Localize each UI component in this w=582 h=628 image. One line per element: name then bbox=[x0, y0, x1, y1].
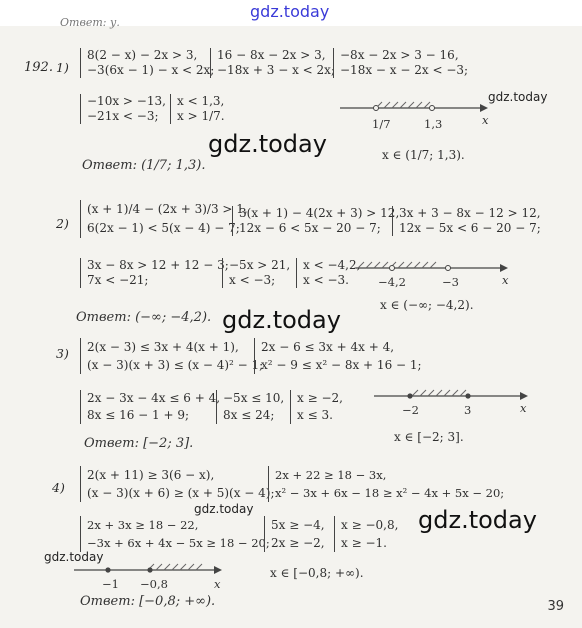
part3-number-line bbox=[374, 382, 534, 422]
equation-line: x² − 3x + 6x − 18 ≥ x² − 4x + 5x − 20; bbox=[275, 486, 505, 500]
part3-system-2 bbox=[254, 338, 422, 374]
equation-line: x ≥ −0,8, bbox=[341, 518, 399, 532]
part3-answer: Ответ: [−2; 3]. bbox=[84, 436, 194, 451]
part2-system-3 bbox=[392, 206, 541, 236]
equation-line: x² − 9 ≤ x² − 8x + 16 − 1; bbox=[261, 358, 422, 372]
part3-system-4 bbox=[216, 390, 284, 424]
axis-label: x bbox=[520, 401, 527, 415]
equation-line: −21x < −3; bbox=[87, 109, 159, 123]
equation-line: 2x − 6 ≤ 3x + 4x + 4, bbox=[261, 340, 395, 354]
equation-line: −10x > −13, bbox=[87, 94, 166, 108]
equation-line: 2x ≥ −2, bbox=[271, 536, 325, 550]
tick-label: 1,3 bbox=[424, 117, 443, 131]
part1-answer: Ответ: (1/7; 1,3). bbox=[82, 158, 206, 173]
equation-line: −8x − 2x > 3 − 16, bbox=[340, 48, 459, 62]
equation-line: −5x ≤ 10, bbox=[223, 391, 285, 405]
watermark: gdz.today bbox=[222, 306, 341, 334]
tick-label: −4,2 bbox=[378, 275, 406, 289]
problem-number: 192. bbox=[24, 60, 53, 75]
equation-line: x ≤ 3. bbox=[297, 408, 333, 422]
equation-line: 3(x + 1) − 4(2x + 3) > 12, bbox=[239, 206, 400, 220]
part2-system-2 bbox=[232, 206, 399, 236]
equation-line: 3x + 3 − 8x − 12 > 12, bbox=[399, 206, 541, 220]
part1-interval: x ∈ (1/7; 1,3). bbox=[382, 148, 465, 162]
part3-system-3 bbox=[80, 390, 220, 424]
part2-system-5 bbox=[222, 258, 290, 288]
equation-line: 5x ≥ −4, bbox=[271, 518, 325, 532]
part1-system-4 bbox=[80, 94, 166, 124]
part4-system-4 bbox=[264, 516, 325, 552]
tick-label: −1 bbox=[102, 577, 119, 591]
part3-system-1 bbox=[80, 338, 263, 374]
part4-label: 4) bbox=[52, 480, 65, 495]
equation-line: 6(2x − 1) < 5(x − 4) − 7; bbox=[87, 221, 240, 235]
equation-line: 8x ≤ 16 − 1 + 9; bbox=[87, 408, 190, 422]
part4-number-line bbox=[74, 560, 234, 594]
equation-line: 7x < −21; bbox=[87, 273, 149, 287]
tick-label: −3 bbox=[442, 275, 459, 289]
equation-line: 2x − 3x − 4x ≤ 6 + 4, bbox=[87, 391, 221, 405]
equation-line: 2x + 3x ≥ 18 − 22, bbox=[87, 518, 199, 532]
equation-line: −18x − x − 2x < −3; bbox=[340, 63, 469, 77]
equation-line: x < 1,3, bbox=[177, 94, 225, 108]
part1-system-5 bbox=[170, 94, 225, 124]
watermark-top: gdz.today bbox=[250, 2, 330, 21]
equation-line: 12x − 6 < 5x − 20 − 7; bbox=[239, 221, 381, 235]
equation-line: −3x + 6x + 4x − 5x ≥ 18 − 20; bbox=[87, 536, 270, 550]
equation-line: 8x ≤ 24; bbox=[223, 408, 275, 422]
page-number: 39 bbox=[547, 599, 564, 614]
part1-number-line bbox=[340, 92, 500, 136]
axis-label: x bbox=[502, 273, 509, 287]
part1-system-1 bbox=[80, 48, 214, 78]
part4-system-2 bbox=[268, 466, 504, 502]
watermark: gdz.today bbox=[194, 502, 254, 516]
equation-line: −3(6x − 1) − x < 2x; bbox=[87, 63, 215, 77]
part4-interval: x ∈ [−0,8; +∞). bbox=[270, 566, 364, 580]
part4-system-5 bbox=[334, 516, 398, 552]
equation-line: (x − 3)(x + 3) ≤ (x − 4)² − 1; bbox=[87, 358, 264, 372]
header-fragment: Ответ: у. bbox=[60, 16, 120, 29]
part3-interval: x ∈ [−2; 3]. bbox=[394, 430, 464, 444]
equation-line: 2(x − 3) ≤ 3x + 4(x + 1), bbox=[87, 340, 239, 354]
equation-line: 12x − 5x < 6 − 20 − 7; bbox=[399, 221, 541, 235]
part3-label: 3) bbox=[56, 346, 69, 361]
watermark: gdz.today bbox=[44, 550, 104, 564]
part3-system-5 bbox=[290, 390, 343, 424]
equation-line: 2x + 22 ≥ 18 − 3x, bbox=[275, 468, 387, 482]
equation-line: x < −3. bbox=[303, 273, 349, 287]
tick-label: 3 bbox=[464, 403, 472, 417]
equation-line: 2(x + 11) ≥ 3(6 − x), bbox=[87, 468, 215, 482]
part4-system-3 bbox=[80, 516, 270, 552]
part2-interval: x ∈ (−∞; −4,2). bbox=[380, 298, 474, 312]
equation-line: (x + 1)/4 − (2x + 3)/3 > 1, bbox=[87, 202, 248, 216]
part1-label: 1) bbox=[56, 60, 69, 75]
watermark: gdz.today bbox=[208, 130, 327, 158]
part2-system-4 bbox=[80, 258, 229, 288]
watermark: gdz.today bbox=[418, 506, 537, 534]
equation-line: x ≥ −2, bbox=[297, 391, 343, 405]
part4-system-1 bbox=[80, 466, 275, 502]
equation-line: −18x + 3 − x < 2x; bbox=[217, 63, 335, 77]
tick-label: −0,8 bbox=[140, 577, 168, 591]
equation-line: 16 − 8x − 2x > 3, bbox=[217, 48, 326, 62]
part1-system-2 bbox=[210, 48, 335, 78]
watermark: gdz.today bbox=[488, 90, 548, 104]
equation-line: x > 1/7. bbox=[177, 109, 225, 123]
equation-line: x < −4,2, bbox=[303, 258, 361, 272]
axis-label: x bbox=[214, 577, 221, 591]
equation-line: 8(2 − x) − 2x > 3, bbox=[87, 48, 198, 62]
part2-answer: Ответ: (−∞; −4,2). bbox=[76, 310, 212, 325]
part1-system-3 bbox=[333, 48, 468, 78]
equation-line: x < −3; bbox=[229, 273, 276, 287]
equation-line: 3x − 8x > 12 + 12 − 3; bbox=[87, 258, 229, 272]
tick-label: −2 bbox=[402, 403, 419, 417]
equation-line: x ≥ −1. bbox=[341, 536, 387, 550]
part2-number-line bbox=[356, 254, 516, 294]
axis-label: x bbox=[482, 113, 489, 127]
part2-system-1 bbox=[80, 200, 248, 238]
equation-line: (x − 3)(x + 6) ≥ (x + 5)(x − 4); bbox=[87, 486, 275, 500]
part2-label: 2) bbox=[56, 216, 69, 231]
part2-system-6 bbox=[296, 258, 360, 288]
part4-answer: Ответ: [−0,8; +∞). bbox=[80, 594, 216, 609]
equation-line: −5x > 21, bbox=[229, 258, 291, 272]
tick-label: 1/7 bbox=[372, 117, 391, 131]
